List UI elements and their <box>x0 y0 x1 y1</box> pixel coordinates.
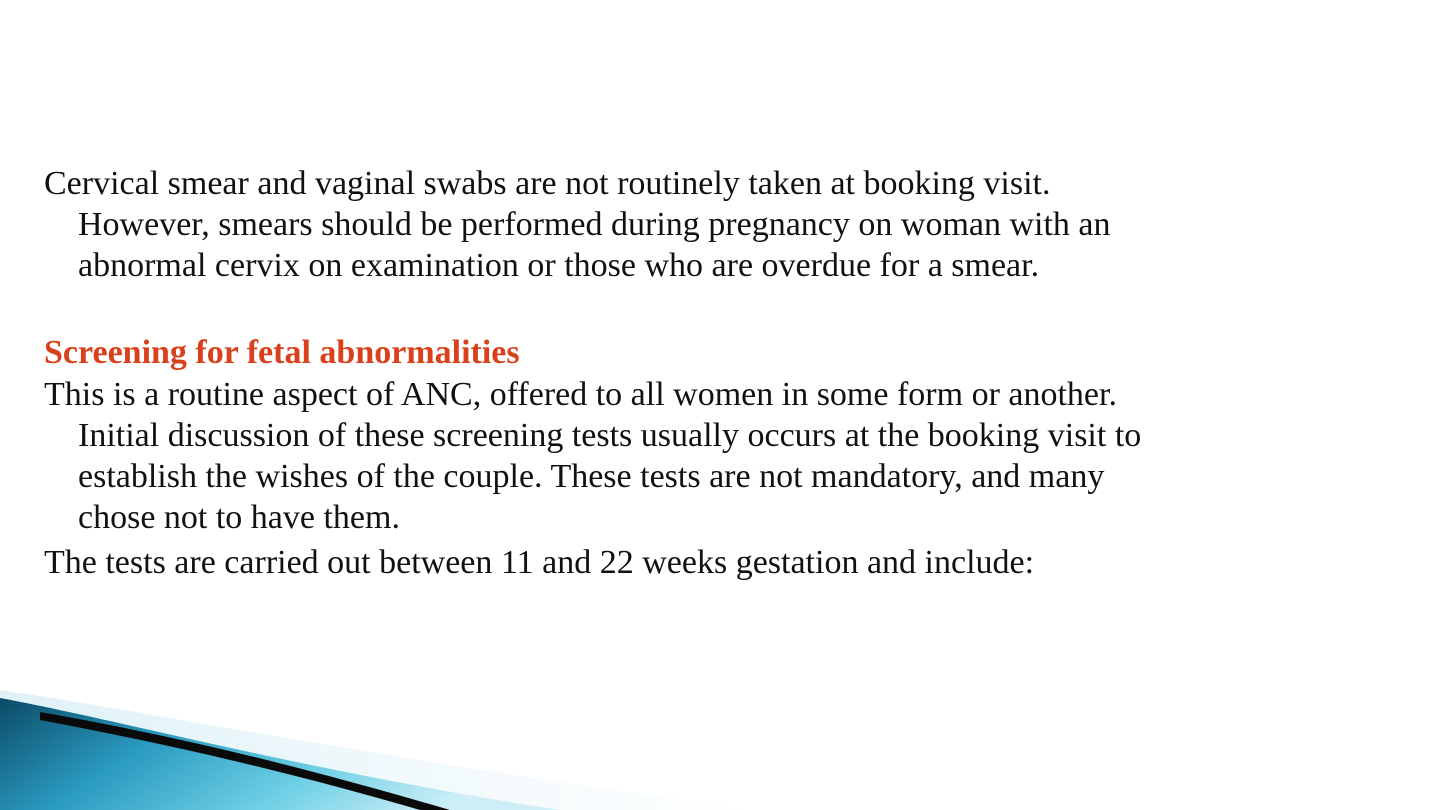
slide-body <box>44 163 1184 583</box>
paragraph-tests: The tests are carried out between 11 and 22 weeks gestation and include: <box>44 544 1035 581</box>
paragraph-cervical-smear: Cervical smear and vaginal swabs are not routinely taken at booking visit. However, smears should be performed during pregnancy on woman with an abnormal cervix on examination or those who are overdue for a smear. <box>44 165 1111 284</box>
section-heading: Screening for fetal abnormalities <box>44 334 520 371</box>
spacer <box>44 286 1184 326</box>
paragraph-screening: This is a routine aspect of ANC, offered to all women in some form or another. Initial discussion of these screening tests usually occurs at the booking visit to establish the wishes of the couple. These tests are not mandatory, and many chose not to have them. <box>44 376 1142 536</box>
corner-swoosh-decoration <box>0 690 760 810</box>
